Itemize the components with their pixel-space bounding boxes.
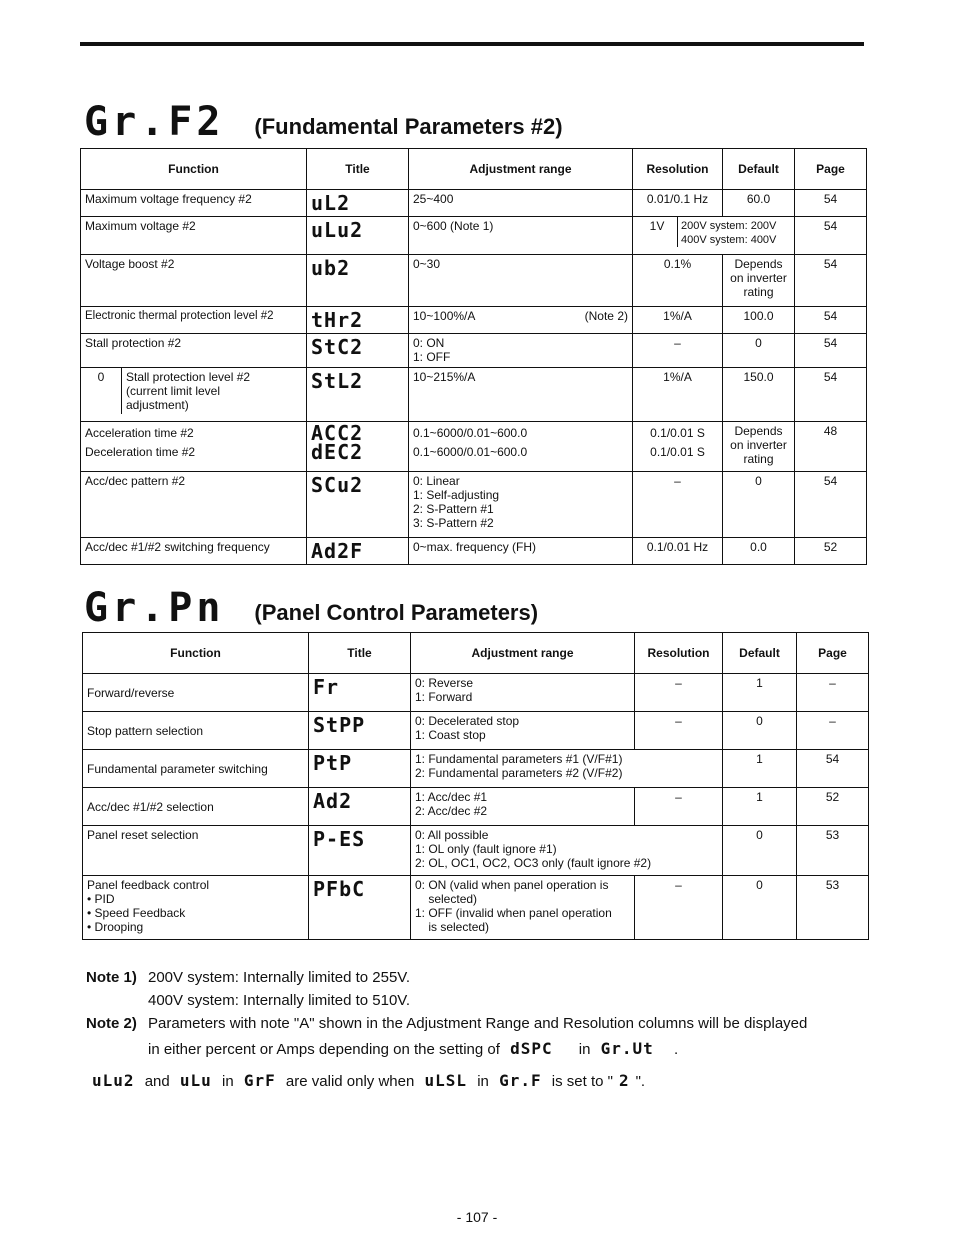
col-header-default: Default (723, 633, 797, 674)
col-header-title: Title (309, 633, 411, 674)
note1-text2: 400V system: Internally limited to 510V. (148, 992, 411, 1009)
title-code: ACC2 dEC2 (311, 421, 364, 464)
note2-label: Note 2) (86, 1015, 137, 1032)
range-cell: 0.1~6000/0.01~600.0 0.1~6000/0.01~600.0 (409, 422, 633, 472)
range-cell: 0: Linear 1: Self-adjusting 2: S-Pattern #1 3: S-Pattern #2 (409, 472, 633, 538)
title-code: tHr2 (311, 308, 364, 332)
default-cell: Depends on inverter rating (723, 255, 795, 307)
resolution-cell: 1%/A (633, 368, 723, 422)
title-code: P-ES (313, 827, 366, 851)
function-cell: Maximum voltage #2 (81, 217, 307, 255)
table-row (83, 712, 869, 750)
default-cell: 0 (723, 472, 795, 538)
default-cell: 200V system: 200V 400V system: 400V (677, 217, 776, 247)
page-cell: 52 (795, 538, 867, 565)
table-row (81, 422, 867, 472)
range-cell: 0: Decelerated stop 1: Coast stop (411, 712, 635, 750)
table-row (81, 368, 867, 422)
function-cell: Stall protection #2 (81, 334, 307, 368)
page-cell: 54 (795, 190, 867, 217)
table-row (83, 876, 869, 940)
title-code: SCu2 (311, 473, 364, 497)
note3-in1: in (221, 1073, 234, 1090)
function-cell: Acceleration time #2 Deceleration time #2 (81, 422, 307, 472)
col-header-range: Adjustment range (409, 149, 633, 190)
range-cell: 0: All possible 1: OL only (fault ignore #1) 2: OL, OC1, OC2, OC3 only (fault ignore #2) (411, 826, 723, 876)
title-code: StPP (313, 713, 366, 737)
title-code: StC2 (311, 335, 364, 359)
resolution-cell: 1%/A (633, 307, 723, 334)
page-cell: 48 (795, 422, 867, 472)
function-cell: Acc/dec #1/#2 selection (83, 788, 309, 826)
page-cell: – (797, 712, 869, 750)
note3-and: and (144, 1073, 170, 1090)
default-cell: 100.0 (723, 307, 795, 334)
page-cell: 54 (797, 750, 869, 788)
table-row (81, 217, 867, 255)
page-number: - 107 - (456, 1209, 498, 1225)
default-cell: 150.0 (723, 368, 795, 422)
col-header-resolution: Resolution (633, 149, 723, 190)
table-row (81, 472, 867, 538)
range-cell: 0: ON 1: OFF (409, 334, 633, 368)
resolution-cell: 0.1/0.01 S 0.1/0.01 S (633, 422, 723, 472)
function-cell: Panel feedback control • PID • Speed Feedback • Drooping (83, 876, 309, 940)
function-cell: Acc/dec pattern #2 (81, 472, 307, 538)
page-cell: 53 (797, 826, 869, 876)
col-header-function: Function (81, 149, 307, 190)
range-cell: 10~100%/A (413, 309, 476, 323)
note3-code-grf: GrF (243, 1071, 276, 1090)
function-cell: Maximum voltage frequency #2 (81, 190, 307, 217)
note3-code-2: 2 (618, 1071, 630, 1090)
resolution-cell: – (635, 712, 723, 750)
col-header-page: Page (797, 633, 869, 674)
function-cell: Electronic thermal protection level #2 (81, 307, 307, 334)
range-cell: 0: Reverse 1: Forward (411, 674, 635, 712)
col-header-range: Adjustment range (411, 633, 635, 674)
function-cell: Voltage boost #2 (81, 255, 307, 307)
resolution-cell: – (633, 334, 723, 368)
title-code: PFbC (313, 877, 366, 901)
notes-block (86, 966, 886, 1093)
top-rule (80, 42, 864, 46)
default-cell: 1 (723, 750, 797, 788)
note3-code-ulsl: uLSL (424, 1071, 468, 1090)
function-cell: Panel reset selection (83, 826, 309, 876)
title-code: Fr (313, 675, 340, 699)
page-cell: 54 (795, 472, 867, 538)
title-code: uL2 (311, 191, 351, 215)
page-cell: 54 (795, 334, 867, 368)
title-code: uLu2 (311, 218, 364, 242)
resolution-cell: – (635, 674, 723, 712)
resolution-cell: – (635, 788, 723, 826)
default-cell: 0 (723, 826, 797, 876)
table-row (81, 255, 867, 307)
default-cell: 1 (723, 674, 797, 712)
function-cell: Stop pattern selection (83, 712, 309, 750)
range-cell: 0~30 (409, 255, 633, 307)
default-cell: 0 (723, 712, 797, 750)
section-title: (Panel Control Parameters) (254, 600, 539, 625)
function-cell: Stall protection level #2 (current limit level adjustment) (126, 370, 251, 412)
function-cell: Fundamental parameter switching (83, 750, 309, 788)
range-cell: 0: ON (valid when panel operation is selected) 1: OFF (invalid when panel operation is selected) (411, 876, 635, 940)
table-row (81, 190, 867, 217)
page-cell: 52 (797, 788, 869, 826)
note2-period: . (673, 1041, 679, 1058)
page-cell: 53 (797, 876, 869, 940)
default-cell: 0 (723, 876, 797, 940)
default-cell: 1 (723, 788, 797, 826)
table-row (81, 538, 867, 565)
col-header-resolution: Resolution (635, 633, 723, 674)
col-header-default: Default (723, 149, 795, 190)
function-cell: Forward/reverse (83, 674, 309, 712)
note3-code-ulu: uLu (179, 1071, 212, 1090)
note2-in: in (578, 1041, 591, 1058)
panel-params-table (82, 632, 869, 940)
resolution-cell: – (635, 876, 723, 940)
title-code: StL2 (311, 369, 364, 393)
resolution-cell: 0.1% (633, 255, 723, 307)
section-code: Gr.Pn (84, 585, 225, 631)
default-cell: Depends on inverter rating (723, 422, 795, 472)
section-title: (Fundamental Parameters #2) (254, 114, 563, 139)
note1-label: Note 1) (86, 969, 137, 986)
resolution-cell: 1V (649, 219, 665, 233)
default-cell: 0 (723, 334, 795, 368)
table-row (81, 307, 867, 334)
table-row (83, 826, 869, 876)
range-cell: 10~215%/A (409, 368, 633, 422)
resolution-cell: 0.1/0.01 Hz (633, 538, 723, 565)
range-cell: 0~600 (Note 1) (409, 217, 633, 255)
col-header-function: Function (83, 633, 309, 674)
col-header-page: Page (795, 149, 867, 190)
note3-end: ". (635, 1073, 646, 1090)
default-cell: 60.0 (723, 190, 795, 217)
page-cell: 54 (795, 368, 867, 422)
range-cell: 25~400 (409, 190, 633, 217)
note3-code-grf2: Gr.F (499, 1071, 542, 1090)
section-header-panel (84, 585, 539, 631)
note2-code-grut: Gr.Ut (600, 1039, 654, 1058)
section-header-fundamental (84, 99, 563, 145)
default-cell: 0.0 (723, 538, 795, 565)
col-header-title: Title (307, 149, 409, 190)
note3-text: are valid only when (285, 1073, 415, 1090)
note3-set: is set to " (551, 1073, 613, 1090)
note3-code-ulu2: uLu2 (92, 1071, 135, 1090)
title-code: Ad2 (313, 789, 353, 813)
page-cell: 54 (795, 255, 867, 307)
table-row (83, 788, 869, 826)
note2-code-dspc: dSPC (510, 1039, 553, 1058)
note1-text: 200V system: Internally limited to 255V. (148, 969, 411, 986)
page-cell: 54 (795, 307, 867, 334)
note3-in2: in (477, 1073, 489, 1090)
note2-text: Parameters with note "A" shown in the Adjustment Range and Resolution columns will be displayed (148, 1015, 808, 1032)
title-code: Ad2F (311, 539, 364, 563)
sub-index: 0 (81, 368, 122, 414)
resolution-cell: – (633, 472, 723, 538)
section-code: Gr.F2 (84, 99, 225, 145)
function-cell: Acc/dec #1/#2 switching frequency (81, 538, 307, 565)
range-note: (Note 2) (584, 309, 628, 323)
table-row (81, 334, 867, 368)
note2-text2: in either percent or Amps depending on the setting of (148, 1041, 500, 1058)
title-code: PtP (313, 751, 353, 775)
resolution-cell: 0.01/0.1 Hz (633, 190, 723, 217)
table-row (83, 674, 869, 712)
range-cell: 0~max. frequency (FH) (409, 538, 633, 565)
range-cell: 1: Acc/dec #1 2: Acc/dec #2 (411, 788, 635, 826)
page-cell: – (797, 674, 869, 712)
page-cell: 54 (795, 217, 867, 255)
title-code: ub2 (311, 256, 351, 280)
fundamental-params-table (80, 148, 867, 565)
range-cell: 1: Fundamental parameters #1 (V/F#1) 2: Fundamental parameters #2 (V/F#2) (411, 750, 723, 788)
table-row (83, 750, 869, 788)
